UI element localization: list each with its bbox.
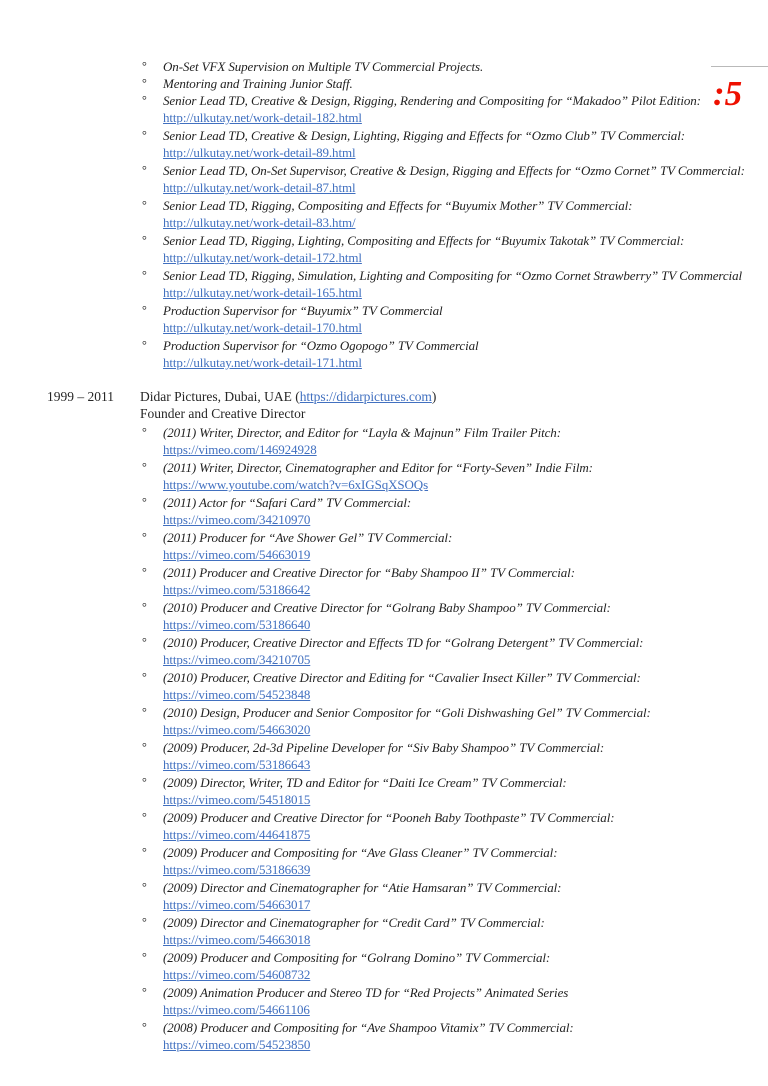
item-description: Senior Lead TD, Rigging, Compositing and Effects for “Buyumix Mother” TV Commercial: xyxy=(163,198,633,213)
experience-item xyxy=(142,337,768,372)
company-paren-close: ) xyxy=(431,389,437,404)
experience-item xyxy=(142,267,768,302)
experience-item xyxy=(142,197,768,232)
entry-role-title: Founder and Creative Director xyxy=(140,406,306,421)
item-description: (2009) Director, Writer, TD and Editor for “Daiti Ice Cream” TV Commercial: xyxy=(163,775,567,790)
experience-item xyxy=(142,879,768,914)
item-description: (2011) Writer, Director, and Editor for “Layla & Majnun” Film Trailer Pitch: xyxy=(163,425,561,440)
experience-item xyxy=(142,58,768,75)
degree-bullet-icon: ° xyxy=(142,950,147,964)
item-description: (2011) Actor for “Safari Card” TV Commercial: xyxy=(163,495,412,510)
degree-bullet-icon: ° xyxy=(142,565,147,579)
entry-date-range: 1999 – 2011 xyxy=(47,389,114,404)
experience-item xyxy=(142,669,768,704)
experience-item xyxy=(142,127,768,162)
experience-item xyxy=(142,232,768,267)
item-url-link[interactable]: http://ulkutay.net/work-detail-83.htm/ xyxy=(163,215,356,230)
item-description: Production Supervisor for “Buyumix” TV Commercial xyxy=(163,303,443,318)
experience-item xyxy=(142,844,768,879)
degree-bullet-icon: ° xyxy=(142,600,147,614)
experience-entry xyxy=(0,388,768,1054)
item-description: (2009) Producer and Compositing for “Ave Glass Cleaner” TV Commercial: xyxy=(163,845,558,860)
experience-item xyxy=(142,459,768,494)
experience-item xyxy=(142,529,768,564)
degree-bullet-icon: ° xyxy=(142,460,147,474)
degree-bullet-icon: ° xyxy=(142,233,147,247)
degree-bullet-icon: ° xyxy=(142,635,147,649)
entry-company-line xyxy=(140,388,436,405)
item-url-link[interactable]: https://vimeo.com/54523848 xyxy=(163,687,311,702)
item-url-link[interactable]: https://vimeo.com/54663020 xyxy=(163,722,311,737)
experience-item xyxy=(142,739,768,774)
experience-item xyxy=(142,599,768,634)
item-url-link[interactable]: https://vimeo.com/146924928 xyxy=(163,442,317,457)
experience-item xyxy=(142,564,768,599)
experience-item xyxy=(142,162,768,197)
degree-bullet-icon: ° xyxy=(142,810,147,824)
item-description: (2009) Producer and Creative Director for “Pooneh Baby Toothpaste” TV Commercial: xyxy=(163,810,615,825)
item-url-link[interactable]: https://vimeo.com/53186642 xyxy=(163,582,311,597)
item-url-link[interactable]: https://vimeo.com/34210970 xyxy=(163,512,311,527)
item-description: (2011) Producer and Creative Director for “Baby Shampoo II” TV Commercial: xyxy=(163,565,575,580)
degree-bullet-icon: ° xyxy=(142,93,147,107)
experience-item xyxy=(142,1019,768,1054)
experience-item xyxy=(142,302,768,337)
experience-item xyxy=(142,494,768,529)
experience-item xyxy=(142,774,768,809)
degree-bullet-icon: ° xyxy=(142,268,147,282)
degree-bullet-icon: ° xyxy=(142,495,147,509)
degree-bullet-icon: ° xyxy=(142,775,147,789)
experience-item xyxy=(142,92,768,127)
item-description: Production Supervisor for “Ozmo Ogopogo” TV Commercial xyxy=(163,338,479,353)
degree-bullet-icon: ° xyxy=(142,705,147,719)
degree-bullet-icon: ° xyxy=(142,845,147,859)
company-name: Didar Pictures, Dubai, UAE ( xyxy=(140,389,300,404)
item-url-link[interactable]: http://ulkutay.net/work-detail-172.html xyxy=(163,250,362,265)
degree-bullet-icon: ° xyxy=(142,880,147,894)
degree-bullet-icon: ° xyxy=(142,163,147,177)
item-description: Senior Lead TD, Creative & Design, Rigging, Rendering and Compositing for “Makadoo” Pilot Edition: xyxy=(163,93,701,108)
item-url-link[interactable]: http://ulkutay.net/work-detail-89.html xyxy=(163,145,356,160)
continuation-bullet-list xyxy=(0,58,768,372)
experience-item xyxy=(142,634,768,669)
item-url-link[interactable]: http://ulkutay.net/work-detail-171.html xyxy=(163,355,362,370)
item-url-link[interactable]: https://www.youtube.com/watch?v=6xIGSqXSOQs xyxy=(163,477,429,492)
entry-header-row xyxy=(0,388,768,405)
degree-bullet-icon: ° xyxy=(142,128,147,142)
item-url-link[interactable]: https://vimeo.com/53186640 xyxy=(163,617,311,632)
item-description: Senior Lead TD, Rigging, Simulation, Lighting and Compositing for “Ozmo Cornet Strawberry” TV Commercial xyxy=(163,268,742,283)
item-url-link[interactable]: https://vimeo.com/53186639 xyxy=(163,862,311,877)
item-description: (2009) Director and Cinematographer for “Atie Hamsaran” TV Commercial: xyxy=(163,880,562,895)
item-url-link[interactable]: https://vimeo.com/53186643 xyxy=(163,757,311,772)
item-description: (2009) Director and Cinematographer for “Credit Card” TV Commercial: xyxy=(163,915,545,930)
entry-bullet-list xyxy=(0,424,768,1054)
degree-bullet-icon: ° xyxy=(142,303,147,317)
degree-bullet-icon: ° xyxy=(142,425,147,439)
experience-item xyxy=(142,809,768,844)
item-url-link[interactable]: https://vimeo.com/54518015 xyxy=(163,792,311,807)
degree-bullet-icon: ° xyxy=(142,915,147,929)
experience-item xyxy=(142,984,768,1019)
item-url-link[interactable]: https://vimeo.com/44641875 xyxy=(163,827,311,842)
item-description: (2011) Producer for “Ave Shower Gel” TV Commercial: xyxy=(163,530,453,545)
experience-item xyxy=(142,704,768,739)
document-body xyxy=(0,58,768,1054)
item-description: Senior Lead TD, Rigging, Lighting, Compositing and Effects for “Buyumix Takotak” TV Commercial: xyxy=(163,233,685,248)
degree-bullet-icon: ° xyxy=(142,59,147,73)
company-website-link[interactable]: https://didarpictures.com xyxy=(299,389,432,404)
item-url-link[interactable]: https://vimeo.com/54661106 xyxy=(163,1002,310,1017)
item-url-link[interactable]: http://ulkutay.net/work-detail-165.html xyxy=(163,285,362,300)
item-url-link[interactable]: http://ulkutay.net/work-detail-182.html xyxy=(163,110,362,125)
degree-bullet-icon: ° xyxy=(142,740,147,754)
item-description: Mentoring and Training Junior Staff. xyxy=(163,76,353,91)
degree-bullet-icon: ° xyxy=(142,1020,147,1034)
item-description: On-Set VFX Supervision on Multiple TV Commercial Projects. xyxy=(163,59,484,74)
degree-bullet-icon: ° xyxy=(142,670,147,684)
page-number-marker: :5 xyxy=(713,74,743,113)
degree-bullet-icon: ° xyxy=(142,198,147,212)
item-url-link[interactable]: https://vimeo.com/54523850 xyxy=(163,1037,311,1052)
item-description: (2010) Design, Producer and Senior Compositor for “Goli Dishwashing Gel” TV Commercial: xyxy=(163,705,651,720)
degree-bullet-icon: ° xyxy=(142,530,147,544)
item-description: (2009) Producer, 2d-3d Pipeline Developer for “Siv Baby Shampoo” TV Commercial: xyxy=(163,740,605,755)
item-description: Senior Lead TD, On-Set Supervisor, Creative & Design, Rigging and Effects for “Ozmo Cornet” TV Commercial: xyxy=(163,163,745,178)
item-url-link[interactable]: http://ulkutay.net/work-detail-170.html xyxy=(163,320,362,335)
item-description: (2008) Producer and Compositing for “Ave Shampoo Vitamix” TV Commercial: xyxy=(163,1020,574,1035)
item-description: (2009) Producer and Compositing for “Golrang Domino” TV Commercial: xyxy=(163,950,551,965)
item-url-link[interactable]: https://vimeo.com/54608732 xyxy=(163,967,311,982)
item-description: (2011) Writer, Director, Cinematographer and Editor for “Forty-Seven” Indie Film: xyxy=(163,460,593,475)
item-description: Senior Lead TD, Creative & Design, Lighting, Rigging and Effects for “Ozmo Club” TV Commercial: xyxy=(163,128,685,143)
item-description: (2009) Animation Producer and Stereo TD for “Red Projects” Animated Series xyxy=(163,985,569,1000)
item-url-link[interactable]: https://vimeo.com/54663019 xyxy=(163,547,311,562)
experience-item xyxy=(142,949,768,984)
item-description: (2010) Producer and Creative Director for “Golrang Baby Shampoo” TV Commercial: xyxy=(163,600,611,615)
experience-item xyxy=(142,75,768,92)
experience-item xyxy=(142,914,768,949)
item-url-link[interactable]: http://ulkutay.net/work-detail-87.html xyxy=(163,180,356,195)
item-url-link[interactable]: https://vimeo.com/54663018 xyxy=(163,932,311,947)
experience-item xyxy=(142,424,768,459)
item-url-link[interactable]: https://vimeo.com/54663017 xyxy=(163,897,311,912)
item-description: (2010) Producer, Creative Director and Effects TD for “Golrang Detergent” TV Commercial: xyxy=(163,635,644,650)
degree-bullet-icon: ° xyxy=(142,338,147,352)
item-description: (2010) Producer, Creative Director and Editing for “Cavalier Insect Killer” TV Commercial: xyxy=(163,670,641,685)
degree-bullet-icon: ° xyxy=(142,985,147,999)
degree-bullet-icon: ° xyxy=(142,76,147,90)
item-url-link[interactable]: https://vimeo.com/34210705 xyxy=(163,652,311,667)
